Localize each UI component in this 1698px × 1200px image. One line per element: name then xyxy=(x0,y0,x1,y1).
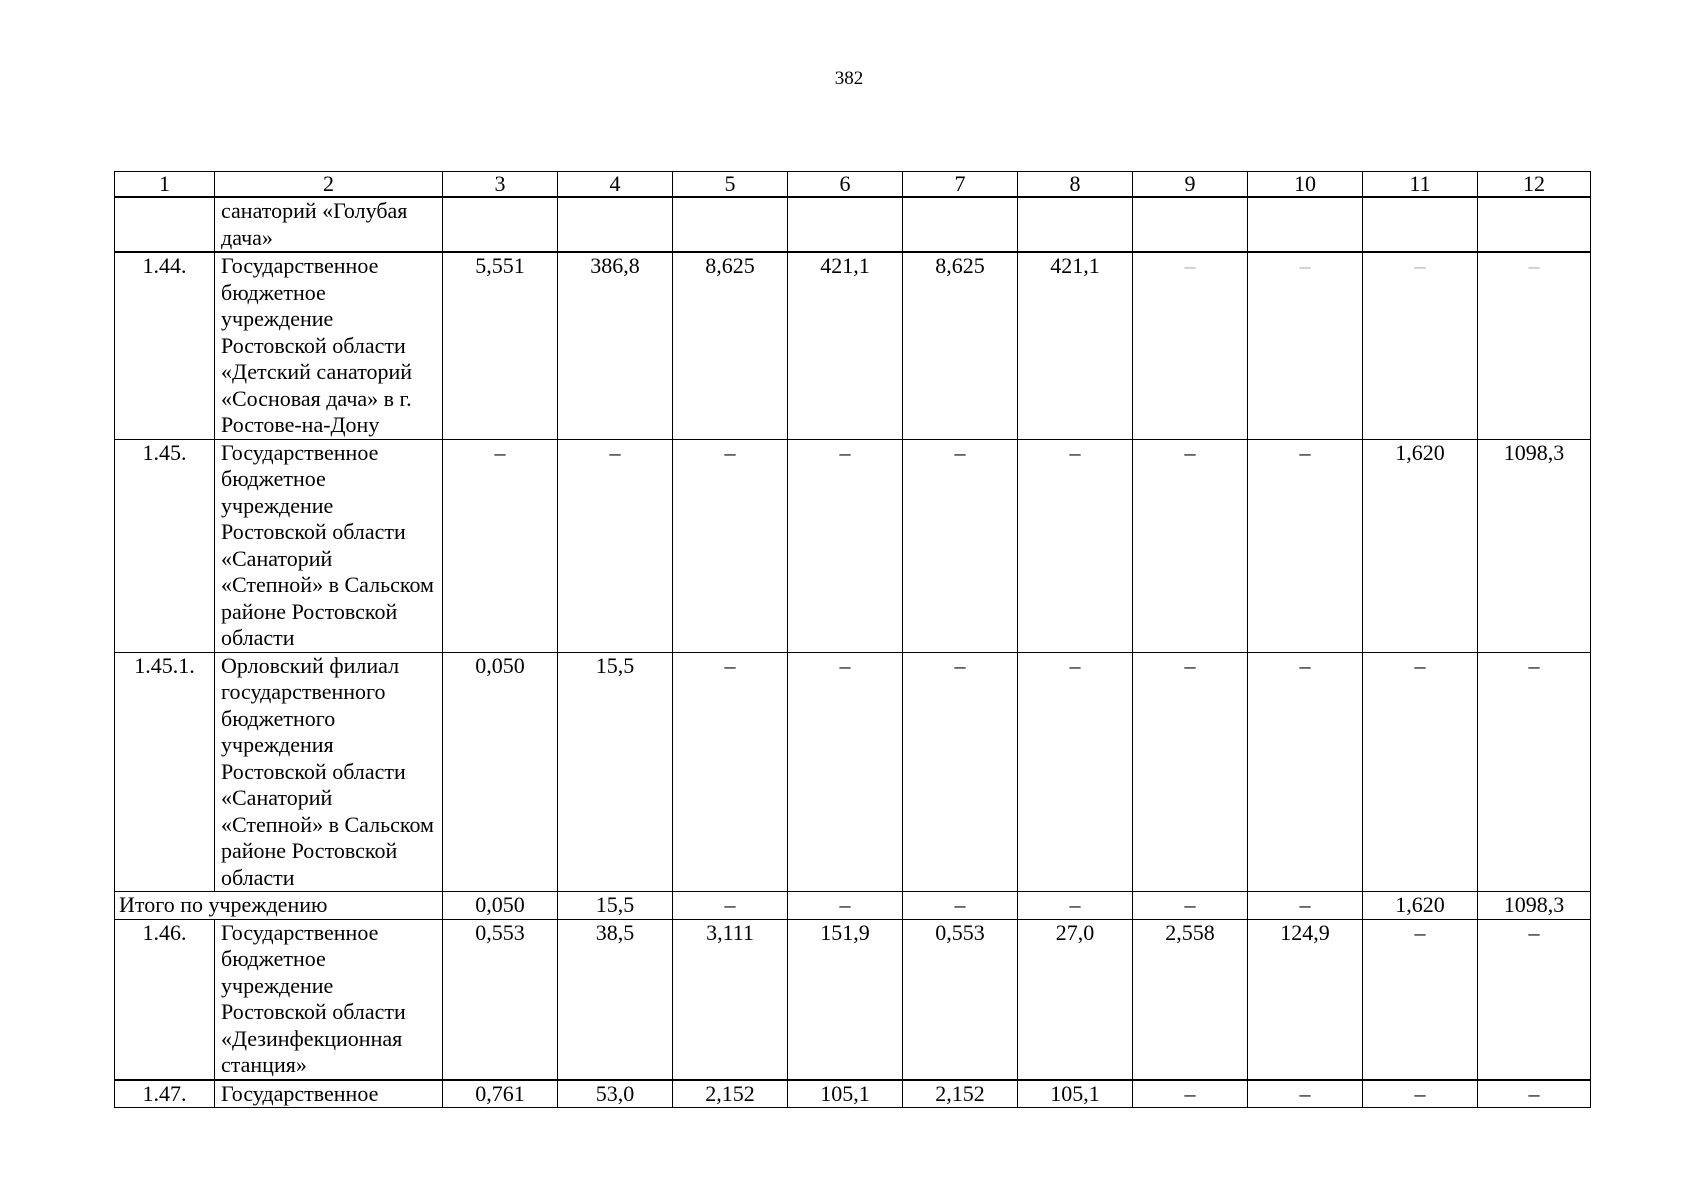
table-cell: – xyxy=(1018,892,1133,920)
table-cell: 105,1 xyxy=(1018,1080,1133,1108)
column-header: 4 xyxy=(558,172,673,198)
table-cell: 1,620 xyxy=(1363,892,1478,920)
table-cell: 38,5 xyxy=(558,919,673,1080)
table-cell: – xyxy=(1478,252,1591,439)
table-cell: – xyxy=(1478,652,1591,892)
table-cell: – xyxy=(1248,652,1363,892)
table-cell: – xyxy=(903,892,1018,920)
table-cell: – xyxy=(788,892,903,920)
table-cell xyxy=(1018,197,1133,252)
column-header: 8 xyxy=(1018,172,1133,198)
table-cell: – xyxy=(788,439,903,652)
table-cell: – xyxy=(1133,439,1248,652)
row-number: 1.44. xyxy=(115,252,215,439)
table-cell: – xyxy=(1133,252,1248,439)
table-cell: 0,553 xyxy=(903,919,1018,1080)
row-number: 1.47. xyxy=(115,1080,215,1108)
column-header: 11 xyxy=(1363,172,1478,198)
row-number xyxy=(115,197,215,252)
table-cell: – xyxy=(1248,252,1363,439)
table-cell: – xyxy=(1248,439,1363,652)
table-cell: 386,8 xyxy=(558,252,673,439)
column-header: 7 xyxy=(903,172,1018,198)
column-header: 10 xyxy=(1248,172,1363,198)
table-cell: – xyxy=(1478,919,1591,1080)
table-cell: 421,1 xyxy=(788,252,903,439)
column-header: 12 xyxy=(1478,172,1591,198)
table-row xyxy=(115,919,1591,1080)
table-cell xyxy=(673,197,788,252)
table-cell: 53,0 xyxy=(558,1080,673,1108)
table-cell: 3,111 xyxy=(673,919,788,1080)
table-cell: 15,5 xyxy=(558,892,673,920)
table-row-total xyxy=(115,892,1591,920)
institution-name: Государственное xyxy=(215,1080,443,1108)
table-cell: – xyxy=(903,652,1018,892)
institution-name: Государственное бюджетное учреждение Ростовской области «Детский санаторий «Сосновая дача» в г. Ростове-на-Дону xyxy=(215,252,443,439)
table-cell xyxy=(903,197,1018,252)
table-cell: 105,1 xyxy=(788,1080,903,1108)
table-cell: 27,0 xyxy=(1018,919,1133,1080)
table-cell: 8,625 xyxy=(673,252,788,439)
table-cell: 2,152 xyxy=(903,1080,1018,1108)
table-cell: – xyxy=(1018,439,1133,652)
row-number: 1.45. xyxy=(115,439,215,652)
table-cell: – xyxy=(673,439,788,652)
table-cell: – xyxy=(1133,892,1248,920)
table-cell: 15,5 xyxy=(558,652,673,892)
column-header: 1 xyxy=(115,172,215,198)
table-cell: – xyxy=(1363,252,1478,439)
table-row xyxy=(115,252,1591,439)
table-cell: 421,1 xyxy=(1018,252,1133,439)
column-header: 2 xyxy=(215,172,443,198)
table-cell: – xyxy=(558,439,673,652)
institution-name: Орловский филиал государственного бюджетного учреждения Ростовской области «Санаторий «Степной» в Сальском районе Ростовской области xyxy=(215,652,443,892)
column-header: 5 xyxy=(673,172,788,198)
table-cell: 2,558 xyxy=(1133,919,1248,1080)
table-cell: – xyxy=(788,652,903,892)
table-cell: – xyxy=(1018,652,1133,892)
table-cell: – xyxy=(1248,1080,1363,1108)
table-cell: – xyxy=(1363,1080,1478,1108)
table-cell: 0,553 xyxy=(443,919,558,1080)
table-cell: – xyxy=(903,439,1018,652)
table-cell: – xyxy=(1133,1080,1248,1108)
column-header: 9 xyxy=(1133,172,1248,198)
institution-name: санаторий «Голубая дача» xyxy=(215,197,443,252)
total-label: Итого по учреждению xyxy=(115,892,443,920)
table-cell: 1098,3 xyxy=(1478,439,1591,652)
table-cell: 1098,3 xyxy=(1478,892,1591,920)
table-cell xyxy=(1478,197,1591,252)
table-row xyxy=(115,1080,1591,1108)
table-cell: – xyxy=(1133,652,1248,892)
table-cell: 5,551 xyxy=(443,252,558,439)
table-row xyxy=(115,197,1591,252)
table-cell: – xyxy=(1248,892,1363,920)
table-cell: 1,620 xyxy=(1363,439,1478,652)
row-number: 1.45.1. xyxy=(115,652,215,892)
page-number: 382 xyxy=(834,68,864,89)
institution-name: Государственное бюджетное учреждение Ростовской области «Дезинфекционная станция» xyxy=(215,919,443,1080)
table-cell: – xyxy=(673,892,788,920)
institution-name: Государственное бюджетное учреждение Ростовской области «Санаторий «Степной» в Сальском районе Ростовской области xyxy=(215,439,443,652)
table-cell xyxy=(1248,197,1363,252)
table-cell: 0,761 xyxy=(443,1080,558,1108)
table-header-row xyxy=(115,172,1591,198)
table-cell: 124,9 xyxy=(1248,919,1363,1080)
data-table xyxy=(114,171,1591,1108)
row-number: 1.46. xyxy=(115,919,215,1080)
table-cell: – xyxy=(1478,1080,1591,1108)
table-cell: 0,050 xyxy=(443,652,558,892)
table-cell: 151,9 xyxy=(788,919,903,1080)
table-cell: 8,625 xyxy=(903,252,1018,439)
table-cell: – xyxy=(443,439,558,652)
table-cell xyxy=(1363,197,1478,252)
table-cell: 2,152 xyxy=(673,1080,788,1108)
table-cell xyxy=(443,197,558,252)
column-header: 3 xyxy=(443,172,558,198)
table-row xyxy=(115,439,1591,652)
table-row xyxy=(115,652,1591,892)
column-header: 6 xyxy=(788,172,903,198)
table-cell xyxy=(1133,197,1248,252)
table-cell: 0,050 xyxy=(443,892,558,920)
table-cell: – xyxy=(1363,919,1478,1080)
table-cell: – xyxy=(1363,652,1478,892)
table-cell: – xyxy=(673,652,788,892)
table-cell xyxy=(558,197,673,252)
table-cell xyxy=(788,197,903,252)
